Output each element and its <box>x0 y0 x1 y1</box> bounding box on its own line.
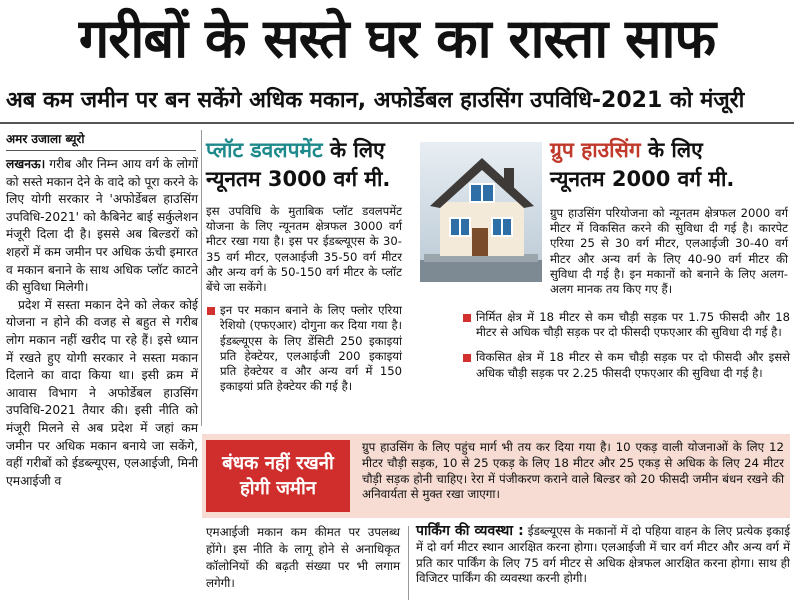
divider <box>0 122 794 124</box>
bullet-square-icon <box>463 314 471 322</box>
house-illustration <box>420 142 542 282</box>
plot-section <box>206 138 402 394</box>
banner-label <box>206 440 350 512</box>
parking-heading: पार्किंग की व्यवस्था : <box>416 523 524 539</box>
bottom-column-text: एमआईजी मकान कम कीमत पर उपलब्ध होंगे। इस नीति के लागू होने से अनाधिकृत कॉलोनियों की बढ़ती संख्या पर भी लगाम लगेगी। <box>206 525 400 590</box>
bullet-square-icon <box>207 307 215 315</box>
lead-paragraph <box>6 156 198 297</box>
dateline: लखनऊ। <box>6 157 46 171</box>
group-heading-colored: ग्रुप हाउसिंग <box>550 138 641 162</box>
second-paragraph: प्रदेश में सस्ता मकान देने को लेकर कोई योजना न होने की वजह से बहुत से गरीब लोग मकान नहीं खरीद पा रहे हैं। इसे ध्यान में रखते हुए योगी सरकार ने सस्ता मकान दिलाने का वादा किया था। इसी क्रम में आवास विभाग ने अफोर्डेबल हाउसिंग उपविधि-2021 तैयार की। इसी नीति को मंजूरी मिलने से अब प्रदेश में जहां कम जमीन पर अधिक मकान बनाये जा सकेंगे, वहीं गरीबों को ईडब्ल्यूएस, एलआईजी, मिनी एमआईजी व <box>6 297 198 488</box>
subheadline: अब कम जमीन पर बन सकेंगे अधिक मकान, अफोर्डेबल हाउसिंग उपविधि-2021 को मंजूरी <box>6 88 745 113</box>
column-divider <box>201 130 202 426</box>
byline: अमर उजाला ब्यूरो <box>6 132 85 146</box>
plot-heading-rest: के लिए <box>322 138 385 162</box>
plot-heading <box>206 138 402 163</box>
plot-heading-line2: न्यूनतम 3000 वर्ग मी. <box>206 167 391 191</box>
group-bullet-1 <box>462 310 790 340</box>
banner-label-line2: होगी जमीन <box>239 478 317 499</box>
group-bullets <box>462 310 790 381</box>
byline-divider <box>6 150 196 151</box>
lead-text: गरीब और निम्न आय वर्ग के लोगों को सस्ते मकान देने के वादे को पूरा करने के लिए योगी सरकार ने 'अफोर्डेबल हाउसिंग उपविधि-2021' को कैबिनेट बाई सर्कुलेशन मंजूरी दिला दी है। इससे अब बिल्डरों को शहरों में कम जमीन पर अधिक ऊंची इमारत व मकान बनाने के साथ अधिक प्लॉट काटने की सुविधा मिलेगी। <box>6 157 198 295</box>
parking-text: ईडब्ल्यूएस के मकानों में दो पहिया वाहन के लिए प्रत्येक इकाई में दो वर्ग मीटर स्थान आरक्षित करना होगा। एलआईजी में चार वर्ग मीटर और अन्य वर्ग में प्रति कार पार्किंग के लिए 75 वर्ग मीटर से अधिक क्षेत्रफल आरक्षित करना होगा। साथ ही विजिटर पार्किंग की व्यवस्था करनी होगी। <box>416 524 790 586</box>
group-bullet-1-text: निर्मित क्षेत्र में 18 मीटर से कम चौड़ी सड़क पर 1.75 फीसदी और 18 मीटर से अधिक चौड़ी सड़क पर दो फीसदी एफएआर की सुविधा दी गई है। <box>476 310 790 340</box>
group-section <box>550 138 790 192</box>
plot-bullet <box>206 303 402 394</box>
group-bullet-2-text: विकसित क्षेत्र में 18 मीटर से कम चौड़ी सड़क पर दो फीसदी और इससे अधिक चौड़ी सड़क पर 2.25 फीसदी एफएआर की सुविधा दी गई है। <box>476 350 790 380</box>
group-heading <box>550 138 790 163</box>
parking-section <box>416 524 790 587</box>
bottom-column-divider <box>408 526 409 600</box>
group-bullet-2 <box>462 350 790 380</box>
group-heading-line2: न्यूनतम 2000 वर्ग मी. <box>550 167 735 191</box>
banner-text: ग्रुप हाउसिंग के लिए पहुंच मार्ग भी तय कर दिया गया है। 10 एकड़ वाली योजनाओं के लिए 12 मीटर चौड़ी सड़क, 10 से 25 एकड़ के लिए 18 मीटर और 25 एकड़ से अधिक के लिए 24 मीटर चौड़ी सड़क होनी चाहिए। रेरा में पंजीकरण कराने वाले बिल्डर को 20 फीसदी जमीन बंधन रखने की अनिवार्यता से मुक्त रखा जाएगा। <box>362 440 784 502</box>
headline: गरीबों के सस्ते घर का रास्ता साफ <box>78 7 716 70</box>
group-body: ग्रुप हाउसिंग परियोजना को न्यूनतम क्षेत्रफल 2000 वर्ग मीटर में विकसित करने की सुविधा दी गई है। कारपेट एरिया 25 से 30 वर्ग मीटर, एलआईजी 30-40 वर्ग मीटर और अन्य वर्ग के लिए 40-90 वर्ग मीटर की सुविधा दी गई है। इन मकानों को बनाने के लिए अलग-अलग मानक तय किए गए हैं। <box>550 206 788 297</box>
plot-bullet-text: इन पर मकान बनाने के लिए फ्लोर एरिया रेशियो (एफएआर) दोगुना कर दिया गया है। ईडब्ल्यूएस के लिए डेंसिटी 250 इकाइयां प्रति हेक्टेयर, एलआईजी 200 इकाइयां प्रति हेक्टेयर व और अन्य वर्ग में 150 इकाइयां प्रति हेक्टेयर की गई है। <box>220 303 402 394</box>
house-icon <box>420 142 542 282</box>
banner-label-line1: बंधक नहीं रखनी <box>222 453 334 474</box>
bullet-square-icon <box>463 354 471 362</box>
plot-body: इस उपविधि के मुताबिक प्लॉट डवलपमेंट योजना के लिए न्यूनतम क्षेत्रफल 3000 वर्ग मीटर रखा गया है। इस पर ईडब्ल्यूएस के 30-35 वर्ग मीटर, एलआईजी 35-50 वर्ग मीटर और अन्य वर्ग के 50-150 वर्ग मीटर के प्लॉट बेंचे जा सकेंगे। <box>206 204 402 295</box>
plot-heading-colored: प्लॉट डवलपमेंट <box>206 138 323 162</box>
lead-column <box>6 156 198 490</box>
group-heading-rest: के लिए <box>640 138 703 162</box>
